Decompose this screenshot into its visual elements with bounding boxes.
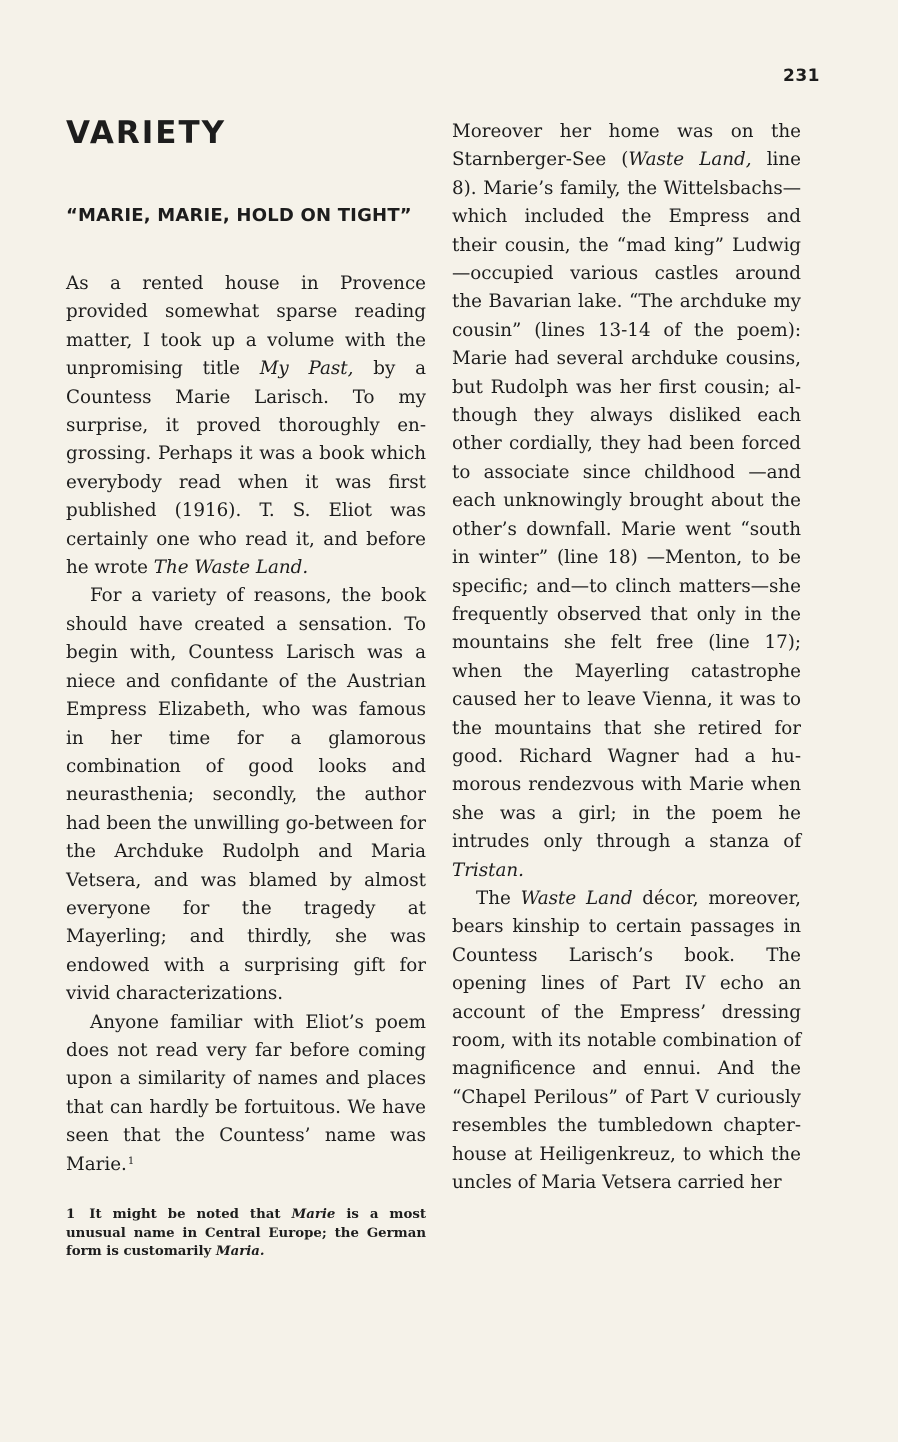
- footnote-maria: Maria.: [215, 1244, 265, 1260]
- left-paragraph-1: [66, 270, 426, 582]
- waste-land-decor-reference: Waste Land: [520, 887, 633, 909]
- left-column: [66, 270, 426, 1179]
- waste-land-reference: Waste Land,: [628, 149, 752, 171]
- right-column: [452, 118, 801, 1197]
- right-paragraph-1: [452, 118, 801, 885]
- section-title: VARIETY: [66, 115, 227, 151]
- article-title: “MARIE, MARIE, HOLD ON TIGHT”: [66, 205, 412, 226]
- right-paragraph-1-part-1: Moreover her home was on the Starnberger-See (: [452, 121, 801, 171]
- footnote-before: It might be noted that: [78, 1207, 292, 1222]
- left-paragraph-3: [66, 1009, 426, 1179]
- left-paragraph-1-before-title: As a rented house in Provence provided somewhat sparse reading matter, I took up a volume with the unpromising title: [66, 273, 426, 380]
- poem-title: The Waste Land.: [153, 557, 309, 579]
- footnote-marie: Marie: [291, 1207, 336, 1222]
- footnote-marker: 1: [66, 1207, 76, 1222]
- right-paragraph-2: [452, 885, 801, 1197]
- footnote-middle: is a most unusual name in Central Europe; the German form is customarily: [66, 1207, 426, 1260]
- right-paragraph-1-part-2: line 8). Marie’s family, the Wittelsbachs—which included the Empress and their cousin, the “mad king” Ludwig—occupied various castles around the Bavarian lake. “The archduke my cousin” (lines 13-14 of the poem): Marie had several archduke cousins, but Rudolph was her first cousin; although they always disliked each other cordially, they had been forced to associate since childhood —and each unknowingly brought about the other’s downfall. Marie went “south in winter” (line 18) —Menton, to be specific; and—to clinch matters—she frequently observed that only in the mountains she felt free (line 17); when the Mayerling catastrophe caused her to leave Vienna, it was to the mountains that she retired for good. Richard Wagner had a humorous rendezvous with Marie when she was a girl; in the poem he intrudes only through a stanza of: [452, 149, 801, 853]
- left-paragraph-3-text: Anyone familiar with Eliot’s poem does not read very far before coming upon a similarity of names and places that can hardly be fortuitous. We have seen that the Countess’ name was Marie.: [66, 1011, 426, 1175]
- page-number: 231: [783, 66, 820, 86]
- footnote-reference: 1: [127, 1155, 135, 1167]
- right-paragraph-2-part-1: The: [476, 887, 521, 909]
- tristan-reference: Tristan.: [452, 859, 524, 881]
- footnote: [66, 1206, 426, 1262]
- book-title: My Past,: [259, 358, 354, 380]
- left-paragraph-1-after-title: by a Countess Marie Larisch. To my surprise, it proved thoroughly engrossing. Perhaps it was a book which everybody read when it was first published (1916). T. S. Eliot was certainly one who read it, and before he wrote: [66, 358, 426, 579]
- right-paragraph-2-part-2: décor, moreover, bears kinship to certain passages in Countess Larisch’s book. The opening lines of Part IV echo an account of the Empress’ dressing room, with its notable combination of magnificence and ennui. And the “Chapel Perilous” of Part V curiously resembles the tumbledown chapter-house at Heiligenkreuz, to which the uncles of Maria Vetsera carried her: [452, 887, 801, 1194]
- left-paragraph-2: For a variety of reasons, the book should have created a sensation. To begin with, Countess Larisch was a niece and confidante of the Austrian Empress Elizabeth, who was famous in her time for a glamorous combination of good looks and neurasthenia; secondly, the author had been the unwilling go-between for the Archduke Rudolph and Maria Vetsera, and was blamed by almost everyone for the tragedy at Mayerling; and thirdly, she was endowed with a surprising gift for vivid characterizations.: [66, 585, 426, 1005]
